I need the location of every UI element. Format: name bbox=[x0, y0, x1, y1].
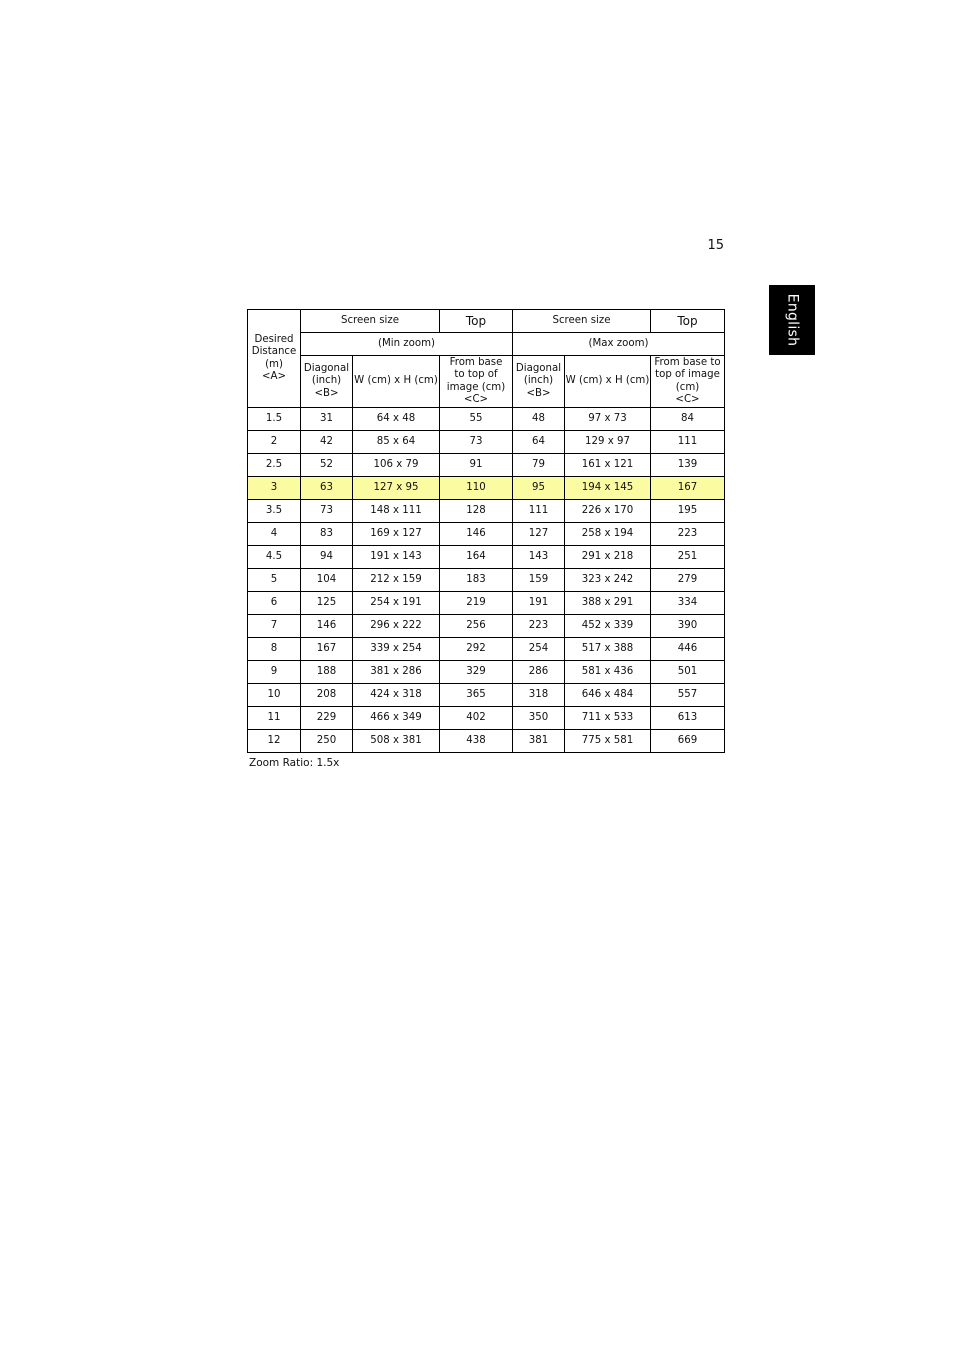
min-diagonal-cell: 167 bbox=[301, 638, 353, 661]
min-size-cell: 148 x 111 bbox=[353, 500, 440, 523]
page-number: 15 bbox=[707, 238, 724, 253]
header-line: to top of bbox=[454, 369, 498, 380]
max-top-cell: 139 bbox=[651, 454, 725, 477]
distance-cell: 11 bbox=[248, 707, 301, 730]
header-row-1 bbox=[248, 310, 725, 333]
header-line: Desired bbox=[254, 333, 294, 345]
language-tab-label: English bbox=[784, 293, 800, 347]
max-diagonal-cell: 48 bbox=[513, 408, 565, 431]
header-line: <A> bbox=[261, 371, 287, 382]
min-size-cell: 508 x 381 bbox=[353, 730, 440, 753]
header-row-3 bbox=[248, 356, 725, 408]
min-screen-size-header: Screen size bbox=[301, 310, 440, 333]
distance-cell: 3.5 bbox=[248, 500, 301, 523]
distance-cell: 10 bbox=[248, 684, 301, 707]
min-top-cell: 164 bbox=[440, 546, 513, 569]
min-diagonal-cell: 31 bbox=[301, 408, 353, 431]
max-diagonal-cell: 95 bbox=[513, 477, 565, 500]
max-top-cell: 84 bbox=[651, 408, 725, 431]
max-top-image-header bbox=[651, 356, 725, 408]
header-line: (m) bbox=[265, 358, 283, 370]
min-top-cell: 292 bbox=[440, 638, 513, 661]
min-top-cell: 146 bbox=[440, 523, 513, 546]
max-top-cell: 446 bbox=[651, 638, 725, 661]
min-top-cell: 402 bbox=[440, 707, 513, 730]
max-screen-size-header: Screen size bbox=[513, 310, 651, 333]
min-top-cell: 438 bbox=[440, 730, 513, 753]
min-diagonal-cell: 63 bbox=[301, 477, 353, 500]
table-row bbox=[248, 661, 725, 684]
table-row bbox=[248, 408, 725, 431]
min-top-cell: 365 bbox=[440, 684, 513, 707]
max-size-cell: 581 x 436 bbox=[565, 661, 651, 684]
max-diagonal-cell: 381 bbox=[513, 730, 565, 753]
table-row bbox=[248, 730, 725, 753]
header-row-2 bbox=[248, 333, 725, 356]
distance-cell: 5 bbox=[248, 569, 301, 592]
table-row bbox=[248, 615, 725, 638]
distance-cell: 2.5 bbox=[248, 454, 301, 477]
max-top-cell: 195 bbox=[651, 500, 725, 523]
table-row bbox=[248, 684, 725, 707]
min-diagonal-cell: 208 bbox=[301, 684, 353, 707]
max-diagonal-cell: 159 bbox=[513, 569, 565, 592]
distance-cell: 9 bbox=[248, 661, 301, 684]
min-diagonal-cell: 73 bbox=[301, 500, 353, 523]
header-line: <B> bbox=[526, 387, 551, 399]
distance-cell: 12 bbox=[248, 730, 301, 753]
min-diagonal-cell: 94 bbox=[301, 546, 353, 569]
min-top-cell: 183 bbox=[440, 569, 513, 592]
distance-cell: 1.5 bbox=[248, 408, 301, 431]
header-line: top of image bbox=[655, 369, 720, 380]
min-size-cell: 339 x 254 bbox=[353, 638, 440, 661]
header-line: (inch) bbox=[311, 375, 342, 387]
min-top-cell: 110 bbox=[440, 477, 513, 500]
min-diagonal-cell: 250 bbox=[301, 730, 353, 753]
header-line: image (cm) bbox=[446, 381, 506, 393]
min-size-cell: 212 x 159 bbox=[353, 569, 440, 592]
min-size-cell: 424 x 318 bbox=[353, 684, 440, 707]
header-line: Distance bbox=[251, 346, 297, 357]
min-size-cell: 127 x 95 bbox=[353, 477, 440, 500]
max-top-cell: 334 bbox=[651, 592, 725, 615]
max-size-cell: 517 x 388 bbox=[565, 638, 651, 661]
table-row bbox=[248, 707, 725, 730]
max-diagonal-cell: 127 bbox=[513, 523, 565, 546]
distance-cell: 4 bbox=[248, 523, 301, 546]
distance-cell: 2 bbox=[248, 431, 301, 454]
min-top-cell: 329 bbox=[440, 661, 513, 684]
min-size-cell: 169 x 127 bbox=[353, 523, 440, 546]
max-size-cell: 194 x 145 bbox=[565, 477, 651, 500]
min-top-cell: 219 bbox=[440, 592, 513, 615]
desired-distance-header bbox=[248, 310, 301, 408]
distance-cell: 6 bbox=[248, 592, 301, 615]
max-diagonal-cell: 64 bbox=[513, 431, 565, 454]
max-size-cell: 711 x 533 bbox=[565, 707, 651, 730]
max-size-cell: 129 x 97 bbox=[565, 431, 651, 454]
header-line: Diagonal bbox=[303, 362, 350, 374]
max-diagonal-cell: 318 bbox=[513, 684, 565, 707]
max-diagonal-header bbox=[513, 356, 565, 408]
header-line: From base bbox=[449, 356, 503, 368]
min-top-image-header bbox=[440, 356, 513, 408]
max-size-cell: 291 x 218 bbox=[565, 546, 651, 569]
distance-cell: 3 bbox=[248, 477, 301, 500]
min-size-cell: 64 x 48 bbox=[353, 408, 440, 431]
header-line: <C> bbox=[463, 394, 489, 405]
distance-cell: 7 bbox=[248, 615, 301, 638]
min-top-cell: 73 bbox=[440, 431, 513, 454]
max-diagonal-cell: 79 bbox=[513, 454, 565, 477]
max-diagonal-cell: 111 bbox=[513, 500, 565, 523]
max-size-cell: 258 x 194 bbox=[565, 523, 651, 546]
max-top-header: Top bbox=[651, 310, 725, 333]
max-top-cell: 390 bbox=[651, 615, 725, 638]
max-top-cell: 223 bbox=[651, 523, 725, 546]
max-top-cell: 613 bbox=[651, 707, 725, 730]
max-top-cell: 167 bbox=[651, 477, 725, 500]
header-line: Diagonal bbox=[515, 362, 562, 374]
max-size-cell: 775 x 581 bbox=[565, 730, 651, 753]
zoom-ratio-note: Zoom Ratio: 1.5x bbox=[249, 757, 340, 769]
max-diagonal-cell: 254 bbox=[513, 638, 565, 661]
table-row bbox=[248, 638, 725, 661]
max-zoom-header: (Max zoom) bbox=[513, 333, 725, 356]
min-diagonal-cell: 229 bbox=[301, 707, 353, 730]
table-row bbox=[248, 523, 725, 546]
max-size-cell: 323 x 242 bbox=[565, 569, 651, 592]
min-size-cell: 466 x 349 bbox=[353, 707, 440, 730]
min-size-cell: 254 x 191 bbox=[353, 592, 440, 615]
max-top-cell: 111 bbox=[651, 431, 725, 454]
min-top-cell: 128 bbox=[440, 500, 513, 523]
language-tab bbox=[769, 285, 815, 355]
min-size-cell: 381 x 286 bbox=[353, 661, 440, 684]
max-diagonal-cell: 350 bbox=[513, 707, 565, 730]
min-wh-header: W (cm) x H (cm) bbox=[353, 356, 440, 408]
max-top-cell: 501 bbox=[651, 661, 725, 684]
header-line: From base to bbox=[654, 356, 721, 368]
max-top-cell: 251 bbox=[651, 546, 725, 569]
max-wh-header: W (cm) x H (cm) bbox=[565, 356, 651, 408]
min-diagonal-cell: 83 bbox=[301, 523, 353, 546]
min-diagonal-cell: 188 bbox=[301, 661, 353, 684]
max-size-cell: 97 x 73 bbox=[565, 408, 651, 431]
max-top-cell: 279 bbox=[651, 569, 725, 592]
min-diagonal-cell: 125 bbox=[301, 592, 353, 615]
max-size-cell: 646 x 484 bbox=[565, 684, 651, 707]
min-diagonal-header bbox=[301, 356, 353, 408]
header-line: (cm) bbox=[675, 381, 700, 393]
table-row bbox=[248, 500, 725, 523]
table-row bbox=[248, 546, 725, 569]
distance-cell: 4.5 bbox=[248, 546, 301, 569]
min-size-cell: 191 x 143 bbox=[353, 546, 440, 569]
min-top-cell: 256 bbox=[440, 615, 513, 638]
min-top-header: Top bbox=[440, 310, 513, 333]
distance-cell: 8 bbox=[248, 638, 301, 661]
min-size-cell: 296 x 222 bbox=[353, 615, 440, 638]
max-size-cell: 452 x 339 bbox=[565, 615, 651, 638]
min-top-cell: 91 bbox=[440, 454, 513, 477]
table-row bbox=[248, 592, 725, 615]
header-line: <C> bbox=[675, 394, 700, 405]
projection-distance-table bbox=[247, 309, 725, 753]
max-size-cell: 388 x 291 bbox=[565, 592, 651, 615]
max-top-cell: 557 bbox=[651, 684, 725, 707]
min-diagonal-cell: 104 bbox=[301, 569, 353, 592]
min-top-cell: 55 bbox=[440, 408, 513, 431]
min-zoom-header: (Min zoom) bbox=[301, 333, 513, 356]
max-size-cell: 161 x 121 bbox=[565, 454, 651, 477]
max-diagonal-cell: 191 bbox=[513, 592, 565, 615]
max-size-cell: 226 x 170 bbox=[565, 500, 651, 523]
table-row bbox=[248, 569, 725, 592]
table-row bbox=[248, 454, 725, 477]
min-size-cell: 85 x 64 bbox=[353, 431, 440, 454]
max-diagonal-cell: 223 bbox=[513, 615, 565, 638]
table-row bbox=[248, 477, 725, 500]
max-diagonal-cell: 286 bbox=[513, 661, 565, 684]
max-top-cell: 669 bbox=[651, 730, 725, 753]
header-line: (inch) bbox=[523, 375, 554, 387]
min-diagonal-cell: 42 bbox=[301, 431, 353, 454]
min-diagonal-cell: 52 bbox=[301, 454, 353, 477]
max-diagonal-cell: 143 bbox=[513, 546, 565, 569]
table-row bbox=[248, 431, 725, 454]
min-size-cell: 106 x 79 bbox=[353, 454, 440, 477]
min-diagonal-cell: 146 bbox=[301, 615, 353, 638]
header-line: <B> bbox=[314, 387, 339, 399]
